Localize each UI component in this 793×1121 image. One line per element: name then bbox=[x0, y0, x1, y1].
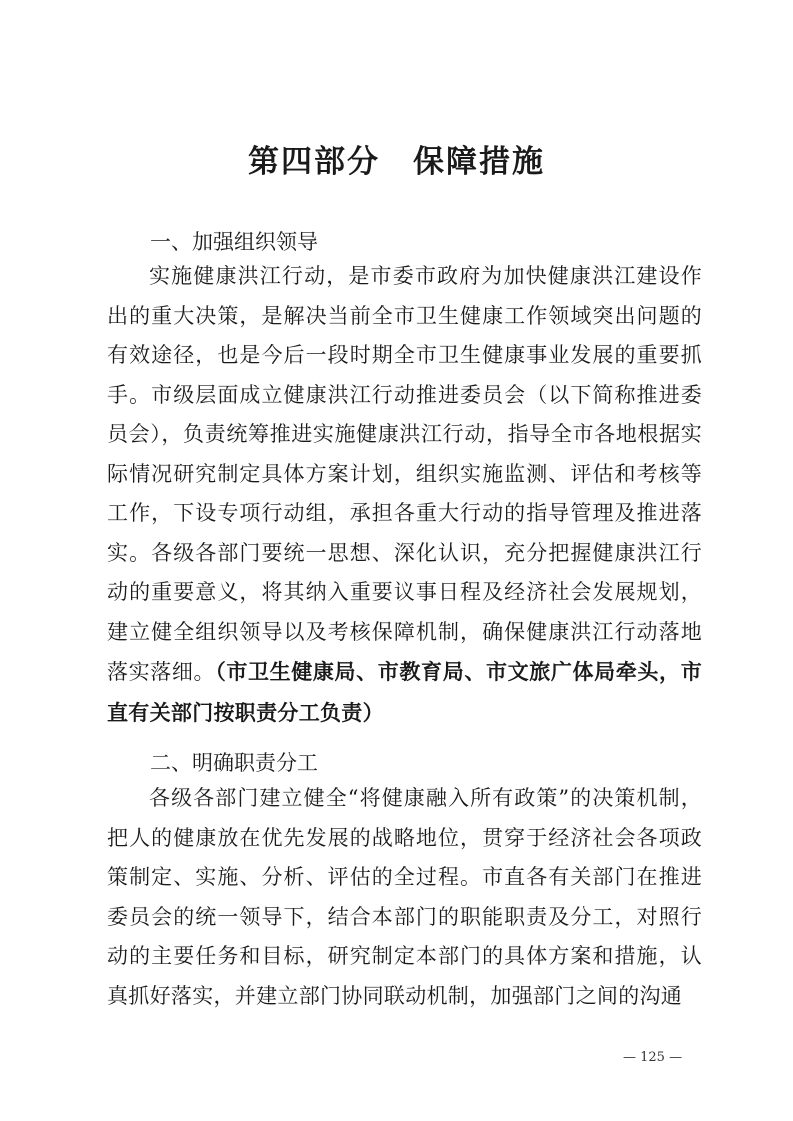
section-heading-responsibilities: 二、明确职责分工 bbox=[150, 751, 318, 775]
section-body-responsibilities: 各级各部门建立健全“将健康融入所有政策”的决策机制，把人的健康放在优先发展的战略地位，贯穿于经济社会各项政策制定、实施、分析、评估的全过程。市直各有关部门在推进委员会的统一领导下，结合本部门的职能职责及分工，对照行动的主要任务和目标，研究制定本部门的具体方案和措施，认真抓好落实，并建立部门协同联动机制，加强部门之间的沟通 bbox=[107, 786, 702, 1008]
page-title: 第四部分 保障措施 bbox=[248, 144, 545, 180]
page-number: — 125 — bbox=[623, 1050, 683, 1065]
section-heading-organization: 一、加强组织领导 bbox=[150, 230, 318, 254]
responsibility-note: （市卫生健康局、市教育局、市文旅广体局牵头，市直有关部门按职责分工负责） bbox=[107, 659, 702, 725]
section-body-organization bbox=[107, 257, 702, 733]
section-body-text: 实施健康洪江行动，是市委市政府为加快健康洪江建设作出的重大决策，是解决当前全市卫生健康工作领域突出问题的有效途径，也是今后一段时期全市卫生健康事业发展的重要抓手。市级层面成立健康洪江行动推进委员会（以下简称推进委员会），负责统筹推进实施健康洪江行动，指导全市各地根据实际情况研究制定具体方案计划，组织实施监测、评估和考核等工作，下设专项行动组，承担各重大行动的指导管理及推进落实。各级各部门要统一思想、深化认识，充分把握健康洪江行动的重要意义，将其纳入重要议事日程及经济社会发展规划，建立健全组织领导以及考核保障机制，确保健康洪江行动落地落实落细。 bbox=[107, 264, 702, 684]
